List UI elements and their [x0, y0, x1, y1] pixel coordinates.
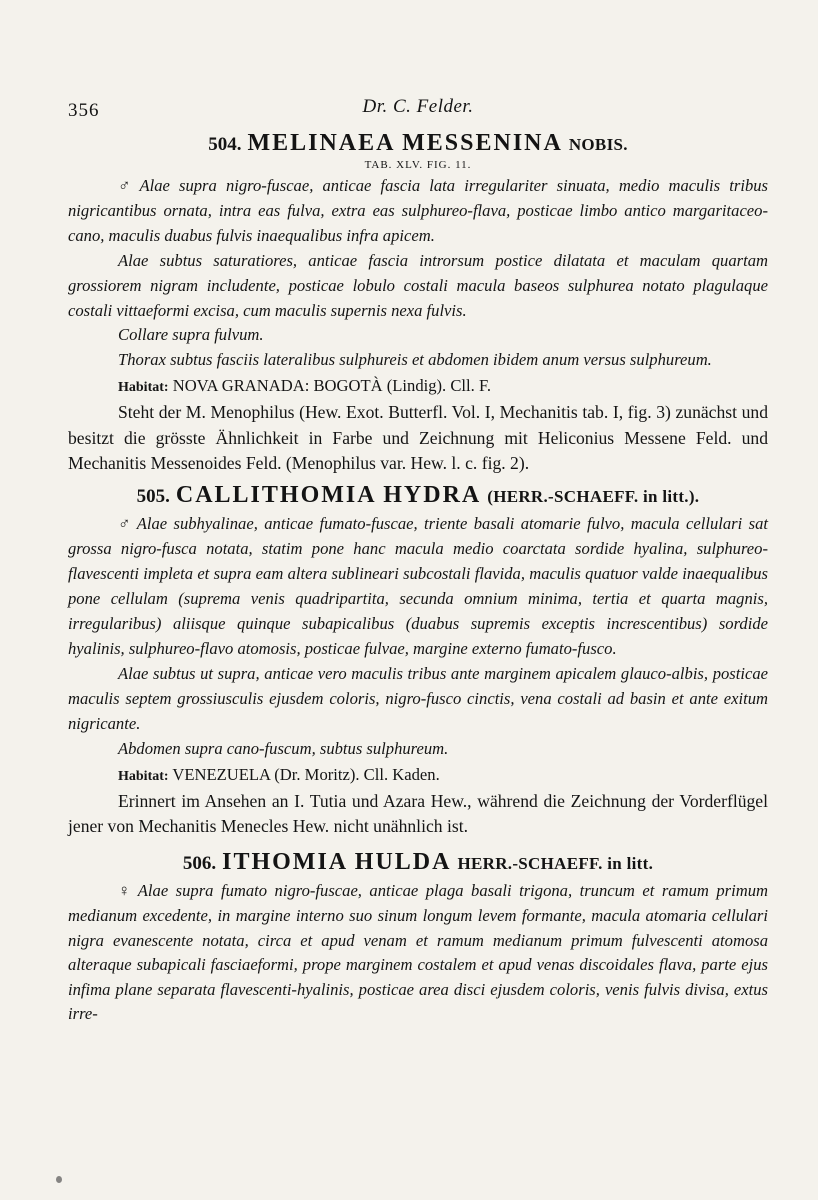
species-heading-504 [68, 128, 768, 160]
german-remark: Erinnert im Ansehen an I. Tutia und Azara Hew., während die Zeichnung der Vorderflügel jener von Mechanitis Menecles Hew. nicht unähnlich ist. [68, 790, 768, 836]
species-author: HERR.-SCHAEFF. in litt. [457, 854, 654, 874]
entry-number: 504. [208, 134, 242, 155]
entry-number: 506. [182, 853, 217, 875]
species-author: NOBIS. [568, 135, 628, 154]
running-head [68, 96, 768, 126]
species-name: MELINAEA MESSENINA [247, 130, 563, 156]
male-symbol: ♂ [118, 176, 136, 195]
species-author: (HERR.-SCHAEFF. in litt.). [487, 487, 700, 507]
habitat-line [68, 762, 768, 789]
species-heading-506 [68, 847, 768, 879]
entry-number: 505. [136, 486, 170, 508]
latin-description: Alae subtus ut supra, anticae vero maculis tribus ante marginem apicalem glauco-albis, posticae maculis septem grossiusculis ejusdem coloris, nigro-fusco cinctis, vena costali ad basin et ante exitum nigricante. [68, 663, 768, 733]
german-remark: Steht der M. Menophilus (Hew. Exot. Butterfl. Vol. I, Mechanitis tab. I, fig. 3) zunächst und besitzt die grösste Ähnlichkeit in Farbe und Zeichnung mit Heliconius Messene Feld. und Mechanitis Messenoides Feld. (Menophilus var. Hew. l. c. fig. 2). [68, 402, 768, 474]
female-symbol: ♀ [118, 881, 134, 901]
latin-description: ♂ Alae subhyalinae, anticae fumato-fuscae, triente basali atomarie fulvo, macula cellulari sat grossa nigro-fusca notata, statim pone hanc macula medio coarctata sordide hyalina, sulphureo-flavescenti impleta et supra eam altera sublineari subcostali flavida, maculis quatuor valde inaequalibus pone cellulam (suprema venis quadripartita, secunda omnium minima, tertia et quarta magnis, irregularibus) aliisque quinque subapicalibus (duabus supremis exceptis increscentibus) sordide hyalinis, sulphureo-flavo atomosis, posticae fulvae, margine externo fumato-fusco. [68, 514, 768, 658]
running-title: Dr. C. Felder. [362, 96, 474, 117]
habitat-text: NOVA GRANADA: BOGOTÀ (Lindig). Cll. F. [172, 376, 491, 396]
page [68, 96, 768, 1027]
species-heading-505 [68, 480, 768, 512]
habitat-line [68, 373, 768, 400]
latin-description: Thorax subtus fasciis lateralibus sulphureis et abdomen ibidem anum versus sulphureum. [118, 350, 712, 370]
latin-description: ♀ Alae supra fumato nigro-fuscae, anticae plaga basali trigona, truncum et ramum primum medianum excedente, in margine interno suo sinum longum levem formante, macula atomaria cellulari nigra evanescente notata, circa et apud venam et ramum medianum primum fulvescenti atomosa alteraque subapicali fasciaeformi, prope marginem costalem et apud venas discoidales flava, parte ejus infima plane separata flavescenti-hyalinis, posticae area disci ejusdem coloris, venis fulvis divisa, extus irre- [68, 881, 768, 1024]
male-symbol: ♂ [118, 514, 133, 534]
page-number: 356 [68, 100, 100, 121]
ink-speck [56, 1176, 62, 1183]
latin-description: Collare supra fulvum. [118, 325, 264, 345]
plate-reference: TAB. XLV. FIG. 11. [364, 159, 472, 171]
latin-description: Alae subtus saturatiores, anticae fascia introrsum postice dilatata et maculam quartam grossiorem nigram includente, posticae lobulo costali macula baseos sulphurea notato plagulaque costali vittaeformi excisa, cum maculis supernis nexa fulvis. [68, 250, 768, 320]
latin-description: Abdomen supra cano-fuscum, subtus sulphureum. [118, 738, 449, 758]
habitat-label: Habitat: [118, 768, 169, 784]
species-name: ITHOMIA HULDA [222, 849, 452, 876]
habitat-text: VENEZUELA (Dr. Moritz). Cll. Kaden. [172, 764, 440, 784]
habitat-label: Habitat: [118, 380, 169, 396]
species-name: CALLITHOMIA HYDRA [175, 482, 482, 509]
latin-description: ♂ Alae supra nigro-fuscae, anticae fascia lata irregulariter sinuata, medio maculis tribus nigricantibus ornata, intra eas fulva, extra eas sulphureo-flava, posticae limbo antico margaritaceo-cano, maculis duabus fulvis inaequalibus infra apicem. [68, 176, 769, 245]
